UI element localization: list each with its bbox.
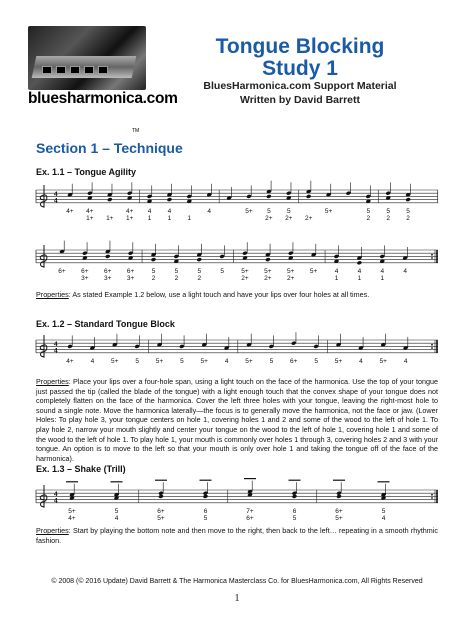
tab-number-upper: 5 xyxy=(381,507,386,515)
tab-number-upper: 4 xyxy=(334,267,339,275)
tab-number-upper: 4 xyxy=(380,267,385,275)
example-1-1-name: – Tongue Agility xyxy=(67,167,137,177)
tab-number-upper: 5 xyxy=(151,267,156,275)
tab-number-upper: 6 xyxy=(292,507,297,515)
logo-trademark: TM xyxy=(132,128,140,134)
tab-number-upper: 6+ xyxy=(81,267,89,275)
tab-number-upper: 5 xyxy=(386,207,391,215)
note-head xyxy=(405,197,411,202)
properties-text: : Start by playing the bottom note and then move to the right, then back to the left… repeating in a smooth rhythmic fashion. xyxy=(36,526,438,545)
tab-number-upper: 4+ xyxy=(125,207,134,215)
tab-number-lower: 5 xyxy=(203,514,208,522)
example-1-2-properties xyxy=(36,377,438,463)
tab-number-lower: 2+ xyxy=(304,214,313,222)
tab-number-upper: 4 xyxy=(90,357,95,365)
tab-number-upper: 6+ xyxy=(290,357,298,365)
tab-number-lower: 1 xyxy=(357,274,362,282)
repeat-dot xyxy=(431,257,433,259)
note-head xyxy=(167,197,173,202)
tab-number-lower: 1 xyxy=(147,214,152,222)
repeat-dot xyxy=(431,497,433,499)
tab-number-upper: 5+ xyxy=(287,267,295,275)
tab-number-lower: 2+ xyxy=(264,274,272,282)
tab-number-lower: 2 xyxy=(386,214,391,222)
repeat-dot xyxy=(431,494,433,496)
tab-number-upper: 5 xyxy=(180,357,184,365)
harmonica-photo xyxy=(28,26,146,90)
tab-number-lower: 1 xyxy=(334,274,339,282)
note-head xyxy=(266,194,272,199)
tab-number-upper: 4 xyxy=(147,207,152,215)
tab-number-upper: 6+ xyxy=(335,507,343,515)
properties-label: Properties xyxy=(36,290,69,299)
tab-number-lower: 3+ xyxy=(126,274,135,282)
tab-number-upper: 5+ xyxy=(309,267,318,275)
tab-number-upper: 5 xyxy=(267,207,271,215)
tab-number-upper: 4 xyxy=(359,357,363,365)
tab-number-upper: 7+ xyxy=(246,507,254,515)
tab-number-lower: 3+ xyxy=(104,274,112,282)
tab-number-upper: 5 xyxy=(114,507,119,515)
properties-text: : Place your lips over a four-hole span, using a light touch on the face of the harmonica. Use the top of your tongue just passed the tip (called the blade of the tongue) with a light enough touch that the convex shape of your tongue does not completely flatten on the face of the harmonica. Cover the left three holes with your tongue, leaving the right-most hole to sound a single note. Move the harmonica laterally—the focus is to generally move the harmonica, not the face or jaw. (Lower Holes: To play hole 3, your tongue centers on hole 1, covering holes 1 and 2 and some of the wood to the left of hole 1. To play hole 2, narrow your mouth slightly and center your tongue on the wood to the left of hole 1, covering hole 1 and some of the wood to the left of hole 1. To play hole 1, your mouth is commonly over holes 1 through 3, covering holes 2 and 3 with your tongue. An option is to move to the left so that your mouth is only over hole 1 and taking the tongue off of the face of the harmonica). xyxy=(36,377,438,463)
tab-number-lower: 1 xyxy=(380,274,385,282)
tab-number-upper: 5+ xyxy=(324,207,333,215)
tab-number-lower: 2 xyxy=(197,274,202,282)
tab-number-lower: 1+ xyxy=(125,214,134,222)
staff-ex-1-1-row-1 xyxy=(36,180,438,232)
tab-number-upper: 5+ xyxy=(379,357,387,365)
tab-number-upper: 6 xyxy=(203,507,208,515)
staff-ex-1-3 xyxy=(36,478,438,526)
example-1-1-title xyxy=(36,167,136,177)
tab-number-upper: 5+ xyxy=(111,357,119,365)
tab-number-upper: 5+ xyxy=(334,357,343,365)
tab-number-upper: 5+ xyxy=(245,207,253,215)
note-head xyxy=(107,197,113,202)
note-head xyxy=(306,194,312,199)
tab-number-upper: 4 xyxy=(207,207,212,215)
logo-text: bluesharmonica.com xyxy=(28,90,178,107)
tab-number-lower: 4 xyxy=(114,514,119,522)
subtitle-support: BluesHarmonica.com Support Material xyxy=(203,80,397,92)
tab-number-lower: 2+ xyxy=(287,274,295,282)
tab-number-lower: 6+ xyxy=(246,514,254,522)
repeat-dot xyxy=(431,344,433,346)
note-head xyxy=(265,257,271,262)
tab-number-lower: 5+ xyxy=(335,514,343,522)
time-signature-bottom: 4 xyxy=(54,347,58,355)
tab-number-upper: 5 xyxy=(220,267,224,275)
time-signature-top: 4 xyxy=(54,490,58,498)
tab-number-upper: 5+ xyxy=(264,267,272,275)
note-head xyxy=(105,254,111,259)
staff-ex-1-1-row-2 xyxy=(36,240,438,292)
tab-number-upper: 5 xyxy=(197,267,202,275)
time-signature-bottom: 4 xyxy=(54,197,58,205)
tab-number-upper: 5+ xyxy=(245,357,253,365)
section-title: Section 1 – Technique xyxy=(36,140,183,156)
tab-number-upper: 4 xyxy=(224,357,229,365)
tab-number-lower: 4+ xyxy=(68,514,76,522)
properties-label: Properties xyxy=(36,377,69,386)
tab-number-lower: 2+ xyxy=(241,274,249,282)
note-head xyxy=(196,257,202,262)
tab-number-lower: 1+ xyxy=(106,214,114,222)
tab-number-upper: 5 xyxy=(135,357,139,365)
tab-number-upper: 4+ xyxy=(66,207,74,215)
time-signature-bottom: 4 xyxy=(54,497,58,505)
example-1-2-name: – Standard Tongue Block xyxy=(67,319,175,329)
staff-ex-1-2 xyxy=(36,330,438,376)
tab-number-lower: 3+ xyxy=(81,274,89,282)
example-1-3-title xyxy=(36,464,126,474)
tab-number-upper: 4+ xyxy=(86,207,94,215)
tab-number-lower: 2+ xyxy=(285,214,293,222)
tab-number-lower: 1 xyxy=(187,214,192,222)
page-title xyxy=(190,36,410,80)
example-1-3-properties xyxy=(36,526,438,545)
title-line-1: Tongue Blocking xyxy=(215,35,385,58)
tab-number-upper: 4+ xyxy=(66,357,74,365)
tab-number-lower: 1 xyxy=(167,214,172,222)
properties-label: Properties xyxy=(36,526,69,535)
tab-number-lower: 2 xyxy=(151,274,156,282)
tab-number-lower: 2 xyxy=(366,214,371,222)
tab-number-upper: 5 xyxy=(314,357,318,365)
page-number: 1 xyxy=(234,593,240,604)
example-1-3-label: Ex. 1.3 xyxy=(36,464,65,474)
tab-number-lower: 5+ xyxy=(157,514,165,522)
time-signature-top: 4 xyxy=(54,340,58,348)
example-1-3-name: – Shake (Trill) xyxy=(67,464,126,474)
tab-number-lower: 2+ xyxy=(265,214,273,222)
note-head xyxy=(151,257,157,262)
tab-number-upper: 5+ xyxy=(241,267,249,275)
tab-number-upper: 5 xyxy=(286,207,291,215)
tab-number-upper: 4 xyxy=(167,207,172,215)
tab-number-upper: 4 xyxy=(357,267,362,275)
tab-number-upper: 5 xyxy=(406,207,410,215)
tab-number-upper: 4 xyxy=(403,357,408,365)
example-1-2-title xyxy=(36,319,175,329)
example-1-1-properties xyxy=(36,290,438,300)
subtitle-author: Written by David Barrett xyxy=(240,94,360,106)
note-head xyxy=(357,260,363,265)
tab-number-upper: 5 xyxy=(174,267,179,275)
tab-number-upper: 5+ xyxy=(200,357,208,365)
properties-text: : As stated Example 1.2 below, use a light touch and have your lips over four holes at all times. xyxy=(68,290,370,299)
example-1-1-label: Ex. 1.1 xyxy=(36,167,65,177)
copyright-footer: © 2008 (© 2016 Update) David Barrett & The Harmonica Masterclass Co. for BluesHarmonica.com, All Rights Reserved xyxy=(51,578,423,585)
tab-number-lower: 2 xyxy=(174,274,179,282)
tab-number-lower: 1+ xyxy=(86,214,94,222)
tab-number-upper: 6+ xyxy=(58,267,66,275)
bluesharmonica-logo xyxy=(28,26,178,134)
tab-number-upper: 5 xyxy=(269,357,274,365)
tab-number-upper: 5 xyxy=(366,207,371,215)
tab-number-upper: 5+ xyxy=(68,507,76,515)
repeat-dot xyxy=(431,347,433,349)
example-1-2-label: Ex. 1.2 xyxy=(36,319,65,329)
tab-number-lower: 4 xyxy=(381,514,386,522)
tab-number-upper: 6+ xyxy=(104,267,112,275)
tab-number-lower: 2 xyxy=(406,214,410,222)
tab-number-upper: 4 xyxy=(403,267,407,275)
title-line-2: Study 1 xyxy=(262,57,338,80)
tab-number-upper: 5+ xyxy=(155,357,164,365)
repeat-dot xyxy=(431,254,433,256)
tab-number-lower: 5 xyxy=(292,514,297,522)
tab-number-upper: 6+ xyxy=(157,507,165,515)
time-signature-top: 4 xyxy=(54,190,58,198)
tab-number-upper: 6+ xyxy=(126,267,135,275)
